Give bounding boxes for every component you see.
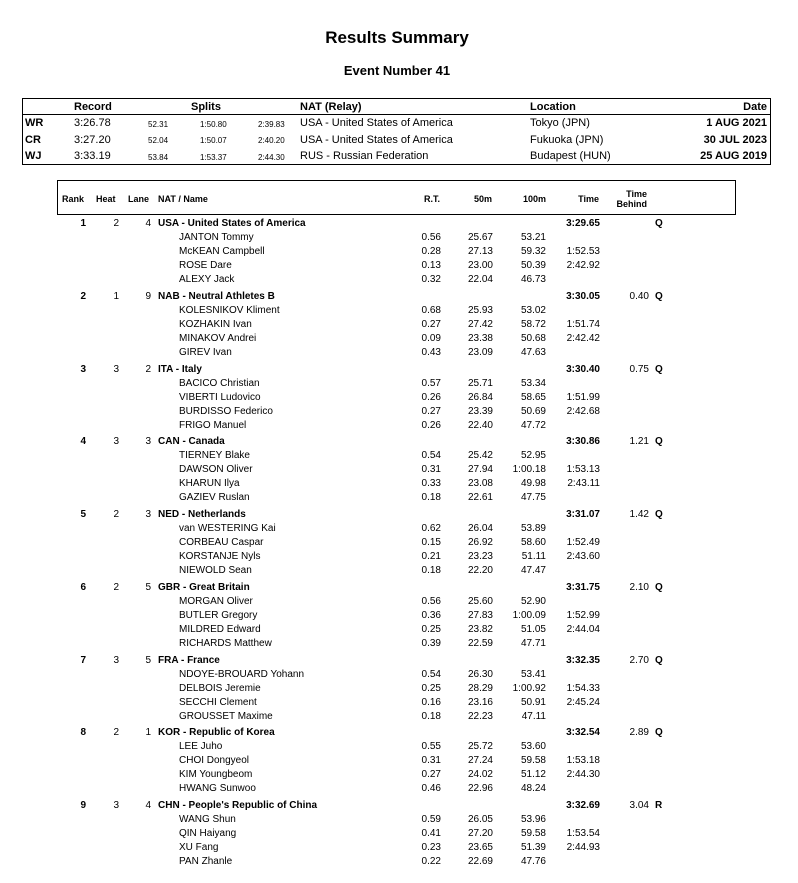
reaction-time: 0.41 (421, 828, 441, 839)
reaction-time: 0.28 (421, 246, 441, 257)
team-name: NED - Netherlands (158, 509, 246, 520)
cumulative-time: 1:51.74 (566, 318, 600, 330)
col-time: Time (578, 194, 599, 204)
cumulative-time: 1:53.13 (566, 464, 600, 476)
record-nat: USA - United States of America (300, 133, 453, 146)
swimmer-name: BACICO Christian (179, 377, 260, 389)
record-split-2: 1:53.37 (200, 152, 227, 162)
record-nat: RUS - Russian Federation (300, 150, 429, 162)
reaction-time: 0.54 (421, 668, 441, 680)
swimmer-name: van WESTERING Kai (179, 523, 276, 534)
cumulative-time: 1:51.99 (566, 391, 600, 403)
reaction-time: 0.55 (421, 741, 441, 753)
swimmer-name: MINAKOV Andrei (179, 332, 257, 344)
reaction-time: 0.27 (421, 318, 441, 330)
qualification-flag: Q (655, 436, 663, 448)
swimmer-name: BUTLER Gregory (179, 609, 258, 621)
record-split-3: 2:40.20 (258, 136, 285, 145)
rank: 9 (80, 800, 86, 811)
record-split-1: 53.84 (148, 152, 169, 162)
split-100m: 49.98 (520, 478, 546, 490)
cumulative-time: 2:44.93 (566, 842, 600, 853)
time-behind: 1.42 (629, 509, 649, 520)
split-100m: 53.41 (520, 668, 546, 680)
record-date: 1 AUG 2021 (706, 117, 767, 129)
lane: 4 (145, 800, 151, 811)
split-100m: 50.68 (520, 332, 546, 344)
lane: 2 (145, 363, 151, 375)
reaction-time: 0.32 (421, 274, 441, 285)
reaction-time: 0.26 (421, 391, 441, 403)
split-50m: 25.42 (467, 450, 493, 462)
cumulative-time: 2:43.60 (566, 551, 600, 562)
reaction-time: 0.23 (421, 842, 441, 853)
time-behind: 0.75 (629, 363, 649, 375)
swimmer-name: McKEAN Campbell (179, 246, 265, 257)
qualification-flag: Q (655, 581, 663, 593)
split-50m: 24.02 (467, 769, 493, 781)
split-50m: 22.23 (467, 710, 493, 722)
swimmer-name: DELBOIS Jeremie (179, 682, 261, 694)
cumulative-time: 1:52.99 (566, 609, 600, 621)
reaction-time: 0.57 (421, 377, 441, 389)
final-time: 3:30.05 (566, 290, 600, 302)
split-100m: 51.39 (520, 842, 546, 853)
swimmer-name: CORBEAU Caspar (179, 537, 264, 548)
col-100m: 100m (522, 194, 546, 204)
cumulative-time: 2:42.68 (566, 405, 600, 417)
reaction-time: 0.25 (421, 682, 441, 694)
reaction-time: 0.27 (421, 405, 441, 417)
split-50m: 23.38 (467, 332, 493, 344)
heat: 1 (113, 290, 119, 302)
heat: 3 (113, 436, 119, 448)
swimmer-name: QIN Haiyang (179, 828, 237, 839)
split-50m: 27.83 (467, 609, 493, 621)
split-100m: 47.11 (521, 710, 546, 722)
swimmer-name: VIBERTI Ludovico (179, 391, 261, 403)
cumulative-time: 2:43.11 (567, 478, 600, 490)
heat: 2 (113, 509, 119, 520)
split-50m: 26.05 (467, 814, 493, 825)
swimmer-name: XU Fang (179, 842, 219, 853)
final-time: 3:32.54 (566, 727, 600, 739)
heat: 2 (113, 581, 119, 593)
records-header-divider (22, 114, 771, 115)
document-title: Results Summary (325, 28, 469, 47)
time-behind: 3.04 (629, 800, 649, 811)
split-100m: 47.72 (520, 419, 546, 431)
team-name: USA - United States of America (158, 218, 306, 229)
reaction-time: 0.62 (421, 523, 441, 534)
split-50m: 26.92 (467, 537, 493, 548)
split-50m: 22.96 (467, 783, 493, 795)
split-50m: 22.40 (467, 419, 493, 431)
swimmer-name: KOZHAKIN Ivan (179, 318, 252, 330)
reaction-time: 0.43 (421, 346, 441, 358)
team-name: FRA - France (158, 654, 220, 666)
records-col-nat: NAT (Relay) (300, 101, 362, 113)
reaction-time: 0.16 (421, 696, 441, 708)
record-split-2: 1:50.07 (200, 136, 227, 145)
record-location: Tokyo (JPN) (530, 117, 590, 129)
swimmer-name: NIEWOLD Sean (179, 565, 252, 576)
swimmer-name: FRIGO Manuel (179, 419, 247, 431)
qualification-flag: Q (655, 727, 663, 739)
rank: 6 (80, 581, 86, 593)
split-100m: 59.58 (520, 828, 546, 839)
split-50m: 26.30 (467, 668, 493, 680)
qualification-flag: Q (655, 218, 663, 229)
team-name: ITA - Italy (158, 363, 202, 375)
reaction-time: 0.18 (421, 565, 441, 576)
split-100m: 1:00.18 (512, 464, 546, 476)
split-100m: 53.34 (520, 377, 546, 389)
split-50m: 27.20 (467, 828, 493, 839)
split-100m: 47.63 (520, 346, 546, 358)
split-100m: 47.71 (520, 637, 546, 649)
split-50m: 23.00 (467, 260, 493, 271)
split-50m: 23.16 (467, 696, 493, 708)
col-heat: Heat (96, 194, 116, 204)
swimmer-name: CHOI Dongyeol (179, 755, 250, 767)
split-100m: 50.39 (520, 260, 546, 271)
split-50m: 23.82 (467, 623, 493, 635)
final-time: 3:30.40 (566, 363, 600, 375)
col-lane: Lane (128, 194, 150, 204)
col-rank: Rank (62, 194, 85, 204)
rank: 3 (80, 363, 86, 375)
rank: 8 (80, 727, 86, 739)
split-50m: 25.67 (467, 232, 493, 243)
swimmer-name: MORGAN Oliver (179, 595, 253, 607)
split-50m: 23.65 (467, 842, 493, 853)
split-50m: 22.59 (467, 637, 493, 649)
split-100m: 59.32 (520, 246, 546, 257)
split-50m: 23.09 (467, 346, 493, 358)
reaction-time: 0.54 (421, 450, 441, 462)
record-split-3: 2:39.83 (258, 119, 285, 129)
swimmer-name: GROUSSET Maxime (179, 710, 273, 722)
split-100m: 58.65 (520, 391, 546, 403)
heat: 3 (113, 363, 119, 375)
time-behind: 2.10 (629, 581, 649, 593)
final-time: 3:31.75 (566, 581, 600, 593)
reaction-time: 0.31 (421, 755, 441, 767)
swimmer-name: RICHARDS Matthew (179, 637, 272, 649)
swimmer-name: KIM Youngbeom (179, 769, 253, 781)
swimmer-name: GAZIEV Ruslan (179, 492, 250, 504)
reaction-time: 0.36 (421, 609, 441, 621)
split-50m: 25.71 (467, 377, 493, 389)
split-50m: 22.20 (467, 565, 493, 576)
reaction-time: 0.25 (421, 623, 441, 635)
split-100m: 46.73 (520, 274, 546, 285)
split-100m: 51.12 (520, 769, 546, 781)
records-col-splits: Splits (191, 101, 221, 113)
col-name: NAT / Name (158, 194, 208, 204)
swimmer-name: BURDISSO Federico (179, 405, 273, 417)
swimmer-name: GIREV Ivan (179, 346, 232, 358)
split-100m: 53.60 (520, 741, 546, 753)
team-name: KOR - Republic of Korea (158, 727, 275, 739)
reaction-time: 0.21 (421, 551, 441, 562)
swimmer-name: LEE Juho (179, 741, 223, 753)
record-date: 25 AUG 2019 (700, 150, 767, 162)
split-50m: 28.29 (467, 682, 493, 694)
final-time: 3:29.65 (566, 218, 600, 229)
reaction-time: 0.46 (421, 783, 441, 795)
rank: 5 (80, 509, 86, 520)
swimmer-name: DAWSON Oliver (179, 464, 253, 476)
split-50m: 22.69 (467, 856, 493, 867)
record-date: 30 JUL 2023 (703, 133, 767, 146)
lane: 5 (145, 654, 151, 666)
reaction-time: 0.59 (421, 814, 441, 825)
cumulative-time: 1:52.49 (566, 537, 600, 548)
qualification-flag: Q (655, 654, 663, 666)
reaction-time: 0.22 (421, 856, 441, 867)
cumulative-time: 2:45.24 (566, 696, 600, 708)
split-50m: 25.60 (467, 595, 493, 607)
swimmer-name: PAN Zhanle (179, 856, 233, 867)
split-100m: 53.21 (520, 232, 546, 243)
rank: 1 (80, 218, 86, 229)
split-50m: 27.94 (467, 464, 493, 476)
reaction-time: 0.18 (421, 492, 441, 504)
col-rt: R.T. (423, 194, 440, 204)
event-number: Event Number 41 (343, 63, 451, 78)
final-time: 3:31.07 (566, 509, 600, 520)
cumulative-time: 1:53.18 (566, 755, 600, 767)
col-50m: 50m (473, 194, 492, 204)
reaction-time: 0.26 (421, 419, 441, 431)
heat: 2 (113, 727, 119, 739)
team-name: CAN - Canada (158, 436, 225, 448)
split-100m: 48.24 (520, 783, 546, 795)
record-split-1: 52.31 (148, 119, 169, 129)
split-100m: 50.91 (520, 696, 546, 708)
reaction-time: 0.56 (421, 232, 441, 243)
cumulative-time: 1:52.53 (566, 246, 600, 257)
split-50m: 23.08 (467, 478, 493, 490)
heat: 2 (113, 218, 119, 229)
qualification-flag: Q (655, 290, 663, 302)
qualification-flag: Q (655, 363, 663, 375)
reaction-time: 0.68 (421, 304, 441, 316)
split-100m: 52.95 (520, 450, 546, 462)
records-col-date: Date (743, 101, 767, 113)
qualification-flag: R (655, 800, 663, 811)
swimmer-name: KOLESNIKOV Kliment (179, 304, 280, 316)
swimmer-name: ALEXY Jack (179, 274, 235, 285)
split-100m: 59.58 (520, 755, 546, 767)
cumulative-time: 2:44.30 (566, 769, 600, 781)
time-behind: 2.70 (629, 654, 649, 666)
lane: 9 (145, 290, 151, 302)
split-50m: 23.23 (467, 551, 493, 562)
record-location: Budapest (HUN) (530, 150, 611, 162)
split-100m: 1:00.92 (512, 682, 546, 694)
qualification-flag: Q (655, 509, 663, 520)
reaction-time: 0.56 (421, 595, 441, 607)
lane: 1 (145, 727, 151, 739)
col-behind-1: Time (626, 189, 647, 199)
final-time: 3:32.35 (566, 654, 600, 666)
lane: 3 (145, 509, 151, 520)
split-100m: 53.02 (520, 304, 546, 316)
cumulative-time: 2:44.04 (566, 623, 600, 635)
reaction-time: 0.15 (421, 537, 441, 548)
swimmer-name: KHARUN Ilya (179, 478, 240, 490)
record-code: CR (25, 133, 41, 146)
split-100m: 1:00.09 (512, 609, 546, 621)
split-50m: 26.84 (467, 391, 493, 403)
split-100m: 58.72 (520, 318, 546, 330)
swimmer-name: WANG Shun (179, 814, 236, 825)
reaction-time: 0.39 (421, 637, 441, 649)
record-time: 3:33.19 (74, 150, 111, 162)
split-100m: 53.96 (520, 814, 546, 825)
cumulative-time: 2:42.92 (566, 260, 600, 271)
cumulative-time: 1:53.54 (566, 828, 600, 839)
reaction-time: 0.09 (421, 332, 441, 344)
split-100m: 51.11 (521, 551, 546, 562)
time-behind: 0.40 (629, 290, 649, 302)
records-col-record: Record (74, 101, 112, 113)
team-name: CHN - People's Republic of China (158, 800, 318, 811)
heat: 3 (113, 800, 119, 811)
lane: 4 (145, 218, 151, 229)
split-50m: 23.39 (467, 405, 493, 417)
record-location: Fukuoka (JPN) (530, 133, 604, 146)
record-split-3: 2:44.30 (258, 152, 285, 162)
record-split-1: 52.04 (148, 136, 169, 145)
record-nat: USA - United States of America (300, 117, 453, 129)
reaction-time: 0.18 (421, 710, 441, 722)
record-code: WR (25, 117, 44, 129)
swimmer-name: ROSE Dare (179, 260, 232, 271)
split-100m: 51.05 (520, 623, 546, 635)
split-100m: 47.47 (520, 565, 546, 576)
heat: 3 (113, 654, 119, 666)
reaction-time: 0.31 (421, 464, 441, 476)
split-100m: 47.75 (520, 492, 546, 504)
split-100m: 47.76 (520, 856, 546, 867)
reaction-time: 0.27 (421, 769, 441, 781)
time-behind: 2.89 (629, 727, 649, 739)
record-code: WJ (25, 150, 42, 162)
reaction-time: 0.33 (421, 478, 441, 490)
split-50m: 27.13 (467, 246, 493, 257)
swimmer-name: TIERNEY Blake (179, 450, 250, 462)
record-split-2: 1:50.80 (200, 119, 227, 129)
final-time: 3:32.69 (566, 800, 600, 811)
split-50m: 22.04 (467, 274, 493, 285)
split-100m: 50.69 (520, 405, 546, 417)
split-50m: 26.04 (467, 523, 493, 534)
cumulative-time: 1:54.33 (566, 682, 600, 694)
lane: 5 (145, 581, 151, 593)
cumulative-time: 2:42.42 (566, 332, 600, 344)
swimmer-name: HWANG Sunwoo (179, 783, 256, 795)
time-behind: 1.21 (629, 436, 649, 448)
split-50m: 25.72 (467, 741, 493, 753)
split-100m: 58.60 (520, 537, 546, 548)
split-50m: 22.61 (467, 492, 493, 504)
swimmer-name: JANTON Tommy (179, 232, 254, 243)
swimmer-name: MILDRED Edward (179, 623, 261, 635)
split-50m: 27.24 (467, 755, 493, 767)
swimmer-name: SECCHI Clement (179, 696, 257, 708)
rank: 2 (80, 290, 86, 302)
lane: 3 (145, 436, 151, 448)
reaction-time: 0.13 (421, 260, 441, 271)
split-50m: 27.42 (467, 318, 493, 330)
records-col-location: Location (530, 101, 576, 113)
final-time: 3:30.86 (566, 436, 600, 448)
rank: 4 (80, 436, 86, 448)
record-time: 3:27.20 (74, 133, 111, 146)
record-time: 3:26.78 (74, 117, 111, 129)
team-name: GBR - Great Britain (158, 581, 250, 593)
rank: 7 (80, 654, 86, 666)
swimmer-name: KORSTANJE Nyls (179, 551, 261, 562)
split-100m: 52.90 (520, 595, 546, 607)
split-50m: 25.93 (467, 304, 493, 316)
swimmer-name: NDOYE-BROUARD Yohann (179, 668, 305, 680)
col-behind-2: Behind (616, 199, 647, 209)
team-name: NAB - Neutral Athletes B (158, 290, 275, 302)
split-100m: 53.89 (520, 523, 546, 534)
